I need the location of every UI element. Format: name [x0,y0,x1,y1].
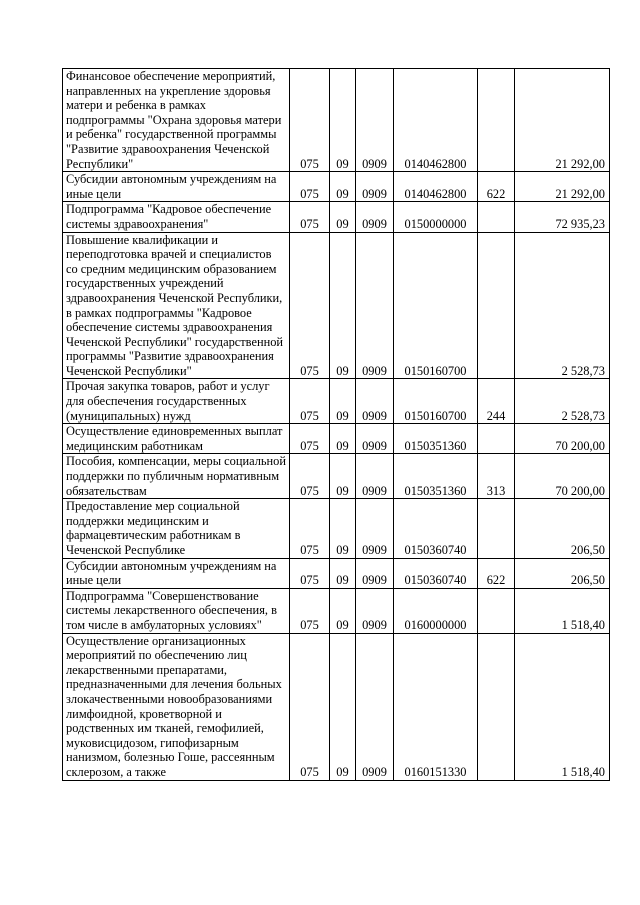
subsection-code: 0909 [356,558,394,588]
amount: 2 528,73 [515,379,610,424]
section-code: 09 [330,232,356,379]
target-code: 0160000000 [394,588,478,633]
section-code: 09 [330,454,356,499]
subsection-code: 0909 [356,633,394,780]
amount: 70 200,00 [515,424,610,454]
section-code: 09 [330,558,356,588]
table-row [63,379,610,424]
amount: 21 292,00 [515,172,610,202]
table-row [63,558,610,588]
target-code: 0140462800 [394,172,478,202]
table-row [63,424,610,454]
subsection-code: 0909 [356,588,394,633]
section-code: 09 [330,379,356,424]
expense-type-code [478,232,515,379]
amount: 72 935,23 [515,202,610,232]
expense-type-code [478,202,515,232]
expense-type-code: 622 [478,172,515,202]
table-row [63,588,610,633]
expense-type-code [478,499,515,558]
target-code: 0160151330 [394,633,478,780]
target-code: 0150360740 [394,558,478,588]
amount: 1 518,40 [515,588,610,633]
expense-type-code: 244 [478,379,515,424]
ministry-code: 075 [290,499,330,558]
table-row [63,202,610,232]
table-row [63,172,610,202]
amount: 21 292,00 [515,69,610,172]
expense-type-code [478,69,515,172]
expense-type-code: 313 [478,454,515,499]
ministry-code: 075 [290,202,330,232]
target-code: 0150160700 [394,379,478,424]
section-code: 09 [330,588,356,633]
row-name: Подпрограмма "Совершенствование системы лекарственного обеспечения, в том числе в амбулаторных условиях" [63,588,290,633]
expense-type-code: 622 [478,558,515,588]
ministry-code: 075 [290,588,330,633]
row-name: Субсидии автономным учреждениям на иные цели [63,172,290,202]
row-name: Финансовое обеспечение мероприятий, направленных на укрепление здоровья матери и ребенка в рамках подпрограммы "Охрана здоровья матери и ребенка" государственной программы "Развитие здравоохранения Чеченской Республики" [63,69,290,172]
ministry-code: 075 [290,232,330,379]
ministry-code: 075 [290,69,330,172]
subsection-code: 0909 [356,499,394,558]
table-row [63,633,610,780]
ministry-code: 075 [290,424,330,454]
row-name: Пособия, компенсации, меры социальной поддержки по публичным нормативным обязательствам [63,454,290,499]
section-code: 09 [330,202,356,232]
target-code: 0150160700 [394,232,478,379]
subsection-code: 0909 [356,379,394,424]
subsection-code: 0909 [356,69,394,172]
ministry-code: 075 [290,454,330,499]
expense-type-code [478,588,515,633]
target-code: 0140462800 [394,69,478,172]
expense-type-code [478,633,515,780]
ministry-code: 075 [290,379,330,424]
amount: 206,50 [515,499,610,558]
table-row [63,454,610,499]
row-name: Осуществление организационных мероприятий по обеспечению лиц лекарственными препаратами, предназначенными для лечения больных злокачественными новообразованиями лимфоидной, кроветворной и родственных им тканей, гемофилией, муковисцидозом, гипофизарным нанизмом, болезнью Гоше, рассеянным склерозом, а также [63,633,290,780]
subsection-code: 0909 [356,172,394,202]
section-code: 09 [330,172,356,202]
section-code: 09 [330,633,356,780]
subsection-code: 0909 [356,454,394,499]
section-code: 09 [330,69,356,172]
amount: 2 528,73 [515,232,610,379]
ministry-code: 075 [290,172,330,202]
expense-type-code [478,424,515,454]
subsection-code: 0909 [356,232,394,379]
amount: 70 200,00 [515,454,610,499]
amount: 1 518,40 [515,633,610,780]
subsection-code: 0909 [356,424,394,454]
row-name: Подпрограмма "Кадровое обеспечение системы здравоохранения" [63,202,290,232]
row-name: Повышение квалификации и переподготовка врачей и специалистов со средним медицинским образованием государственных учреждений здравоохранения Чеченской Республики, в рамках подпрограммы "Кадровое обеспечение системы здравоохранения Чеченской Республики" государственной программы "Развитие здравоохранения Чеченской Республики" [63,232,290,379]
target-code: 0150360740 [394,499,478,558]
section-code: 09 [330,424,356,454]
amount: 206,50 [515,558,610,588]
table-row [63,69,610,172]
row-name: Предоставление мер социальной поддержки медицинским и фармацевтическим работникам в Чеченской Республике [63,499,290,558]
subsection-code: 0909 [356,202,394,232]
table-row [63,232,610,379]
target-code: 0150351360 [394,424,478,454]
budget-table [62,68,610,781]
ministry-code: 075 [290,633,330,780]
target-code: 0150000000 [394,202,478,232]
row-name: Субсидии автономным учреждениям на иные цели [63,558,290,588]
row-name: Осуществление единовременных выплат медицинским работникам [63,424,290,454]
target-code: 0150351360 [394,454,478,499]
ministry-code: 075 [290,558,330,588]
table-row [63,499,610,558]
row-name: Прочая закупка товаров, работ и услуг для обеспечения государственных (муниципальных) нужд [63,379,290,424]
section-code: 09 [330,499,356,558]
